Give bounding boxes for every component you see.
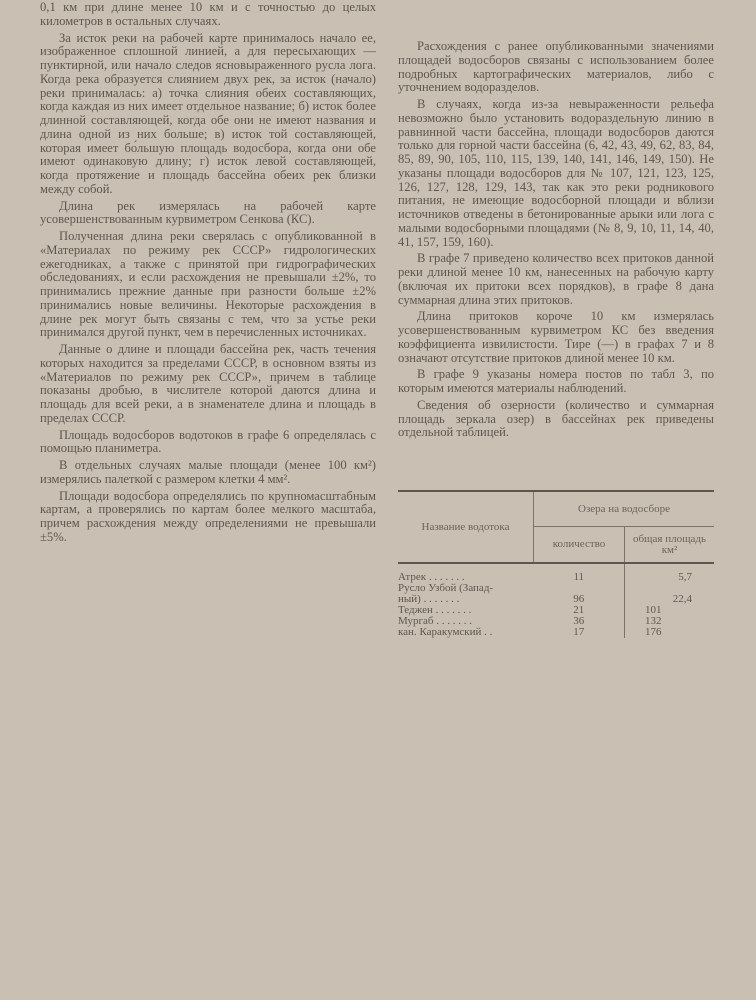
paragraph: В случаях, когда из-за невыраженности рельефа невозможно было установить водораздельную линию в равнинной части бассейна, площади водосборов даются только для горной части бассейна (6, 42, 43, 49, 62, 83, 84, 85, 89, 90, 105, 110, 115, 139, 140, 141, 146, 149, 150). Не указаны площади водосборов для № 107, 121, 123, 125, 126, 127, 128, 129, 143, так как это реки родникового питания, не имеющие водосборной площади и вблизи источников отведены в бетонированные арыки или лога с малыми водосборными площадями (№ 8, 9, 10, 11, 14, 40, 41, 157, 159, 160).	[398, 97, 714, 249]
table-row: Теджен . . . . . . . 21 101	[398, 604, 662, 616]
paragraph: Данные о длине и площади бассейна рек, часть течения которых находится за пределами СССР, в основном взяты из «Материалов по режиму рек СССР», причем в таблице показаны дробью, в числителе которой даются длина и площадь для всей реки, а в знаменателе длина и площадь в пределах СССР.	[40, 342, 376, 425]
paragraph: Длина притоков короче 10 км измерялась усовершенствованным курвиметром КС без введения коэффициента извилистости. Тире (—) в графах 7 и 8 означают отсутствие притоков длиной менее 10 км.	[398, 309, 714, 365]
paragraph: В отдельных случаях малые площади (менее 100 км²) измерялись палеткой с размером клетки 4 мм².	[40, 458, 376, 486]
table-row: Атрек . . . . . . . 11 5,7	[398, 571, 692, 583]
table-row: Мургаб . . . . . . . 36 132	[398, 615, 662, 627]
left-column	[40, 1, 376, 548]
lakes-table	[398, 490, 714, 638]
header-count: количество	[534, 527, 625, 564]
paragraph: В графе 7 приведено количество всех притоков данной реки длиной менее 10 км, нанесенных на рабочую карту (включая их притоки всех порядков), в графе 8 дана суммарная длина этих притоков.	[398, 251, 714, 307]
table-row: Русло Узбой (Запад- ный) . . . . . . . 96 22,4	[398, 583, 692, 605]
paragraph: Длина рек измерялась на рабочей карте усовершенствованным курвиметром Сенкова (КС).	[40, 198, 376, 227]
paragraph: Расхождения с ранее опубликованными значениями площадей водосборов связаны с использованием более подробных картографических материалов, либо с уточнением водоразделов.	[398, 39, 714, 95]
paragraph: В графе 9 указаны номера постов по табл 3, по которым имеются материалы наблюдений.	[398, 367, 714, 395]
paragraph: Площадь водосборов водотоков в графе 6 определялась с помощью планиметра.	[40, 427, 376, 456]
header-area: общая площадь км²	[632, 532, 707, 556]
table-row: кан. Каракумский . . 17 176	[398, 626, 662, 638]
paragraph: Полученная длина реки сверялась с опубликованной в «Материалах по режиму рек СССР» гидрологических ежегодниках, а также с принятой при гидрографических обследованиях, и если расхождения не превышали ±2%, то принимались прежние данные при разности больше ±2% принимались новые величины. Некоторые расхождения в длине рек могут быть связаны с тем, что за устье реки принимался другой пункт, чем в перечисленных источниках.	[40, 229, 376, 340]
right-column	[398, 40, 714, 443]
paragraph: Площади водосбора определялись по крупномасштабным картам, а проверялись по картам более мелкого масштаба, причем расхождения между определениями не превышали ±5%.	[40, 488, 376, 544]
header-name: Название водотока	[398, 491, 534, 563]
header-lakes: Озера на водосборе	[534, 491, 715, 527]
paragraph: За исток реки на рабочей карте принималось начало ее, изображенное сплошной линией, а для пересыхающих — пунктирной, или начало следов ясновыраженного русла лога. Когда река образуется слиянием двух рек, за исток (начало) реки принималась: а) точка слияния обеих составляющих, когда каждая из них имеет отдельное название; б) исток более длинной составляющей, когда обе они не имеют названия и длина одной из них больше; в) исток той составляющей, которая имеет бо́льшую площадь водосбора, когда они обе имеют одинаковую длину; г) исток левой составляющей, когда протяжение и площадь бассейна обеих рек близки между собой.	[40, 30, 376, 196]
paragraph: Сведения об озерности (количество и суммарная площадь зеркала озер) в бассейнах рек приведены отдельной таблицей.	[398, 397, 714, 440]
paragraph: 0,1 км при длине менее 10 км и с точностью до целых километров в остальных случаях.	[40, 0, 376, 28]
